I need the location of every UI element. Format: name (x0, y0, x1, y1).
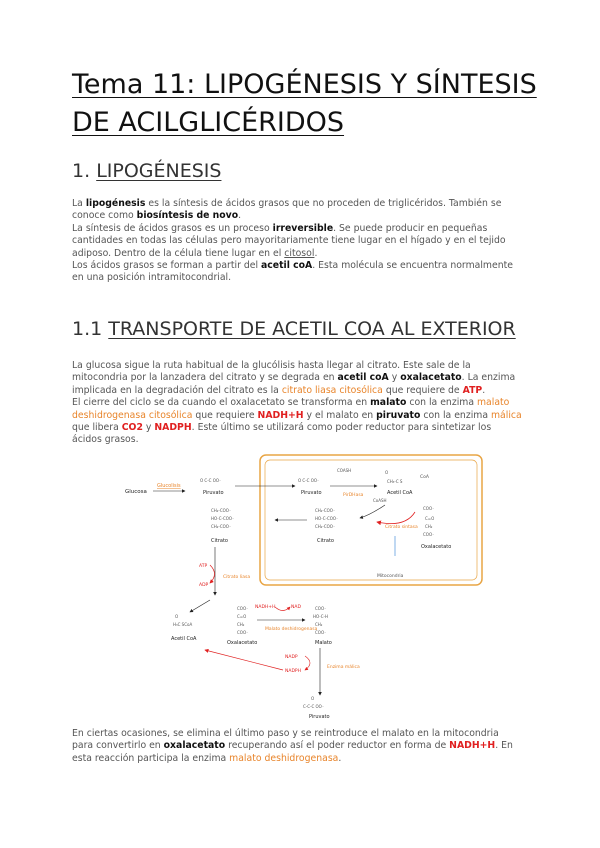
section-1-title: LIPOGÉNESIS (96, 160, 222, 182)
section-1-1-title: TRANSPORTE DE ACETIL COA AL EXTERIOR (108, 318, 516, 340)
label-atp: ATP (199, 564, 208, 569)
label-malato-dh: Malato deshidrogenasa (265, 627, 318, 632)
svg-text:HO-C-COO⁻: HO-C-COO⁻ (315, 516, 339, 521)
svg-text:HO-C-H: HO-C-H (313, 614, 328, 619)
svg-text:COASH: COASH (337, 468, 352, 473)
citrate-shuttle-diagram (115, 450, 490, 720)
svg-text:COO⁻: COO⁻ (423, 506, 435, 511)
svg-text:CH₂-COO⁻: CH₂-COO⁻ (315, 508, 336, 513)
svg-text:C-C-C OO⁻: C-C-C OO⁻ (303, 704, 324, 709)
label-nad: NAD (291, 605, 301, 610)
svg-text:O: O (385, 470, 389, 475)
outro-paragraph: En ciertas ocasiones, se elimina el último paso y se reintroduce el malato en la mitocondria para convertirlo en oxalacetato recuperando así el poder reductor en forma de NADH+H. En esta reacción participa la enzima malato deshidrogenasa. (72, 728, 513, 764)
term-acetil-coa: acetil coA (261, 260, 313, 272)
label-nadp: NADP (285, 655, 298, 660)
section-1-1-heading (72, 318, 516, 340)
term-malica: málica (491, 409, 522, 421)
svg-text:CH₂-COO⁻: CH₂-COO⁻ (211, 508, 232, 513)
intro-paragraph: La lipogénesis es la síntesis de ácidos grasos que no proceden de triglicéridos. También se conoce como biosíntesis de novo. La síntesis de ácidos grasos es un proceso irreversible. Se puede producir en pequeñas cantidades en todas las células pero mayoritariamente tiene lugar en el hígado y en el tejido adiposo. Dentro de la célula tiene lugar en el citosol. Los ácidos grasos se forman a partir del acetil coA. Esta molécula se encuentra normalmente en una posición intramitocondrial. (72, 198, 513, 284)
svg-text:COO⁻: COO⁻ (315, 606, 327, 611)
label-pdh: PirDHasa (343, 493, 364, 498)
label-oxalacetato-cyto: Oxalacetato (227, 640, 258, 646)
term-atp: ATP (462, 384, 483, 396)
label-glucolisis: Glucolisis (157, 483, 181, 489)
svg-text:O: O (311, 696, 315, 701)
label-nadh: NADH+H (255, 605, 276, 610)
transport-paragraph: La glucosa sigue la ruta habitual de la glucólisis hasta llegar al citrato. Este sale de la mitocondria por la lanzadera del citrato y se degrada en acetil coA y oxalacetato. La enzima implicada en la degradación del citrato es la citrato liasa citosólica que requiere de ATP. El cierre del ciclo se da cuando el oxalacetato se transforma en malato con la enzima malato deshidrogenasa citosólica que requiere NADH+H y el malato en piruvato con la enzima málica que libera CO2 y NADPH. Este último se utilizará como poder reductor para sintetizar los ácidos grasos. (72, 360, 522, 446)
svg-text:O C-C OO⁻: O C-C OO⁻ (298, 478, 320, 483)
section-1-1-number: 1.1 (72, 318, 103, 340)
svg-text:HO-C-COO⁻: HO-C-COO⁻ (211, 516, 235, 521)
section-1-number: 1. (72, 160, 91, 182)
svg-text:O C-C OO⁻: O C-C OO⁻ (200, 478, 222, 483)
term-malato-dh-citosolica: malato deshidrogenasa citosólica (72, 397, 510, 421)
svg-text:CoASH: CoASH (373, 498, 387, 503)
label-enzima-malica: Enzima málica (327, 665, 360, 670)
svg-text:CH₂: CH₂ (425, 524, 433, 529)
svg-text:O: O (175, 614, 179, 619)
term-lipogenesis: lipogénesis (85, 198, 146, 209)
label-piruvato-cyto: Piruvato (203, 490, 224, 496)
label-acetil-mito: Acetil CoA (387, 490, 413, 496)
label-glucosa: Glucosa (125, 489, 147, 495)
svg-text:CH₃-C S: CH₃-C S (387, 479, 403, 484)
label-piruvato-mito: Piruvato (301, 490, 322, 496)
label-piruvato-bottom: Piruvato (309, 714, 330, 720)
label-acetil-cyto: Acetil CoA (171, 636, 197, 642)
term-citosol: citosol (284, 247, 315, 259)
term-biosintesis: biosíntesis de novo (136, 210, 239, 222)
label-nadph: NADPH (285, 669, 302, 674)
term-malato-dh: malato deshidrogenasa (229, 752, 339, 764)
label-citrato-cyto: Citrato (211, 538, 228, 544)
term-irreversible: irreversible (272, 222, 334, 234)
svg-text:CH₂-COO⁻: CH₂-COO⁻ (211, 524, 232, 529)
label-citrato-liasa: Citrato liasa (223, 575, 251, 580)
svg-text:COO⁻: COO⁻ (237, 630, 249, 635)
section-1-heading (72, 160, 221, 182)
svg-text:CH₂: CH₂ (237, 622, 245, 627)
label-malato: Malato (315, 640, 332, 646)
svg-text:COO⁻: COO⁻ (315, 630, 327, 635)
svg-text:C=O: C=O (425, 516, 435, 521)
page-title: Tema 11: LIPOGÉNESIS Y SÍNTESIS DE ACILGLICÉRIDOS (72, 69, 537, 138)
svg-text:CoA: CoA (420, 475, 429, 480)
svg-text:COO⁻: COO⁻ (423, 532, 435, 537)
svg-text:CH₂: CH₂ (315, 622, 323, 627)
label-adp: ADP (199, 583, 209, 588)
svg-text:C=O: C=O (237, 614, 247, 619)
svg-text:CH₂-COO⁻: CH₂-COO⁻ (315, 524, 336, 529)
label-mitocondria: Mitocondria (377, 574, 404, 579)
label-oxalacetato-mito: Oxalacetato (421, 544, 452, 550)
term-citrato-liasa: citrato liasa citosólica (281, 384, 383, 396)
label-citrato-mito: Citrato (317, 538, 334, 544)
svg-text:COO⁻: COO⁻ (237, 606, 249, 611)
svg-text:H₃C SCoA: H₃C SCoA (173, 622, 193, 627)
label-citrato-sintasa: Citrato sintasa (385, 525, 418, 530)
